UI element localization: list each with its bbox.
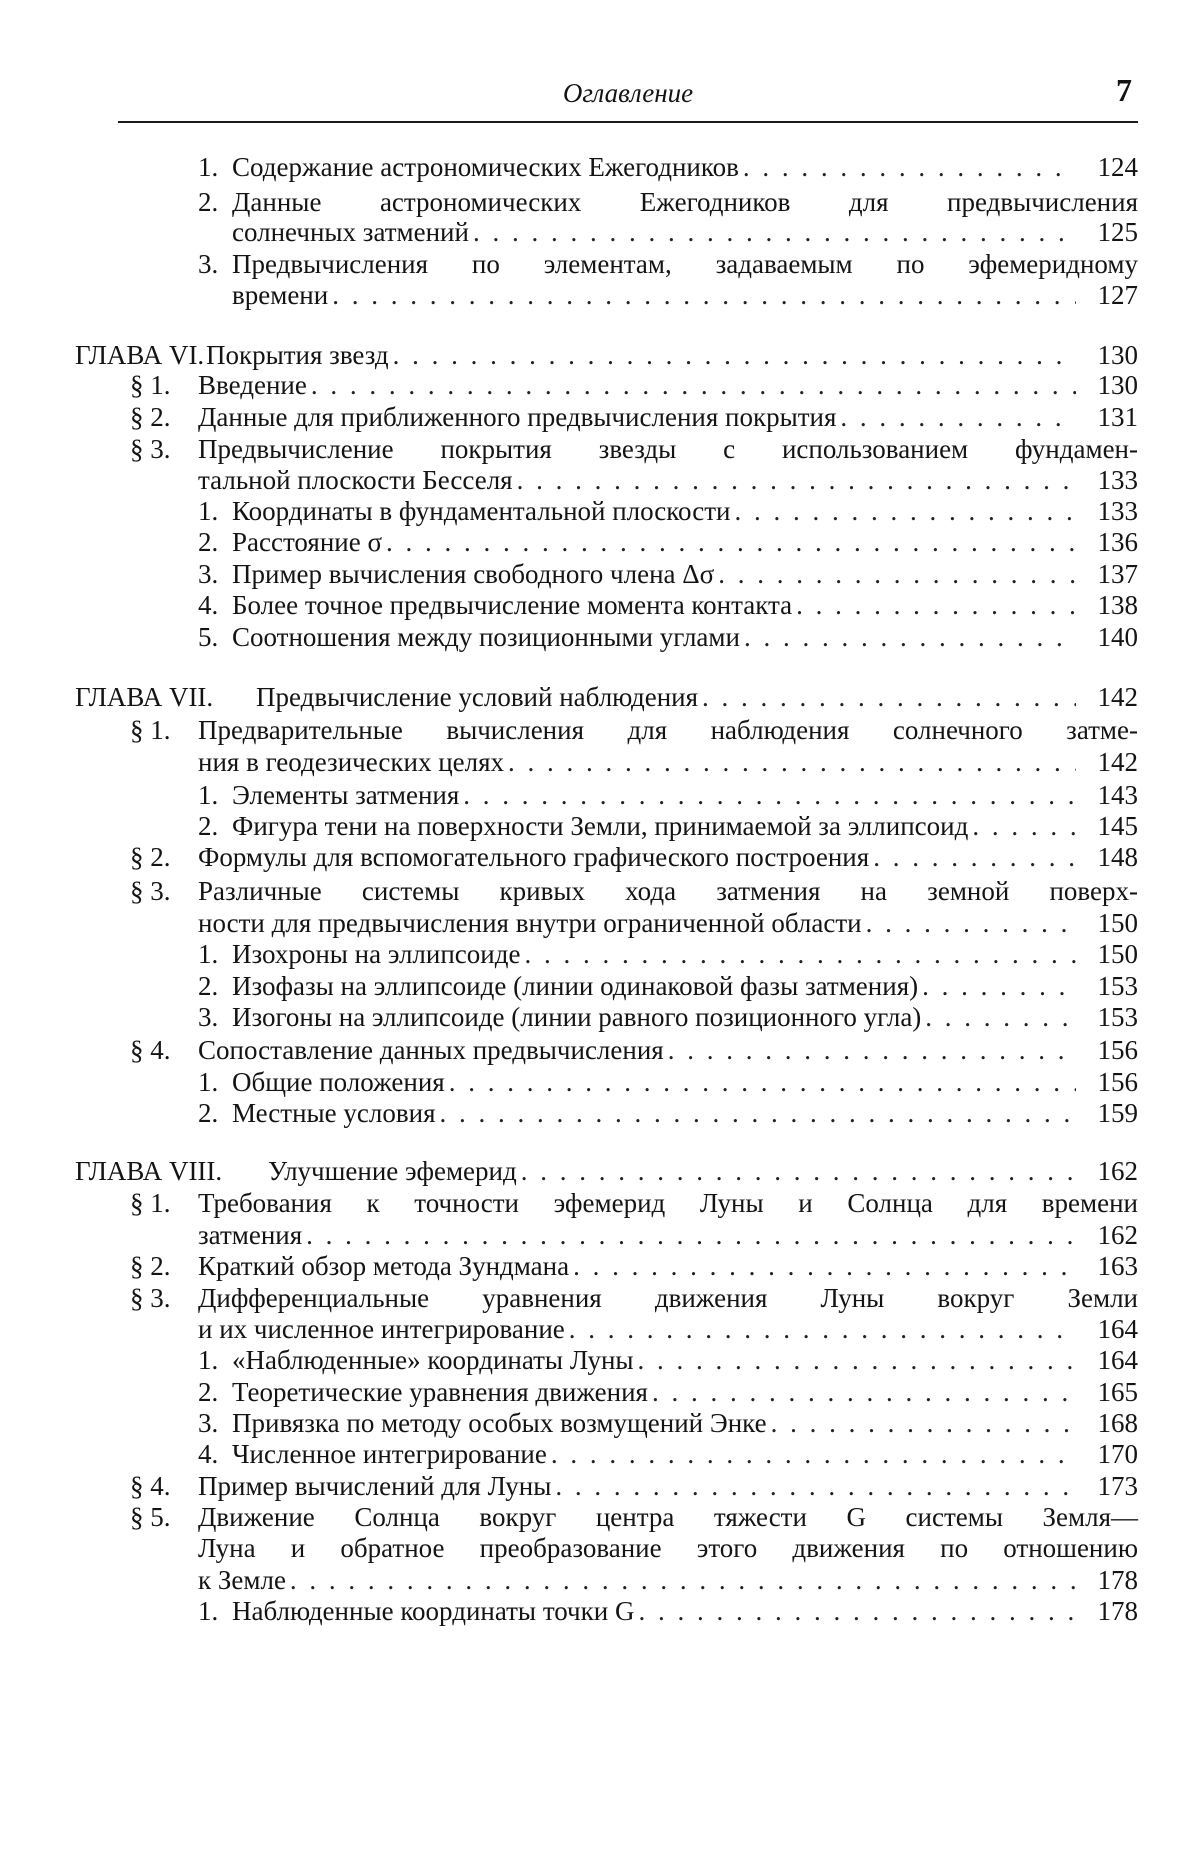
toc-entry xyxy=(0,368,1200,402)
dot-leader xyxy=(702,680,1076,714)
toc-entry xyxy=(0,680,1200,714)
toc-entry-number: § 3. xyxy=(130,1283,171,1313)
toc-entry-title: Местные условия xyxy=(232,1098,436,1128)
toc-entry-page: 168 xyxy=(1097,1408,1138,1438)
toc-entry xyxy=(0,1469,1200,1503)
toc-entry-page: 164 xyxy=(1097,1314,1138,1344)
dot-leader xyxy=(840,400,1076,434)
toc-entry-page: 127 xyxy=(1097,280,1138,310)
dot-leader xyxy=(473,215,1076,249)
toc-entry-title: тальной плоскости Бесселя xyxy=(198,465,513,495)
toc-entry-title: Более точное предвычисление момента контакта xyxy=(232,590,793,620)
toc-entry-title: ния в геодезических целях xyxy=(198,747,505,777)
toc-entry-page: 142 xyxy=(1097,682,1138,712)
toc-entry-title: Сопоставление данных предвычисления xyxy=(198,1035,664,1065)
toc-entry-title: Предвычисления по элементам, задаваемым по эфемеридному xyxy=(232,249,1138,279)
toc-entry-page: 145 xyxy=(1097,811,1138,841)
dot-leader xyxy=(393,338,1076,372)
toc-entry xyxy=(0,874,1200,908)
dot-leader xyxy=(734,494,1076,528)
toc-entry-page: 170 xyxy=(1097,1439,1138,1469)
toc-entry-page: 142 xyxy=(1097,747,1138,777)
dot-leader xyxy=(744,620,1076,654)
toc-entry xyxy=(0,1437,1200,1471)
toc-entry xyxy=(0,1033,1200,1067)
toc-entry-number: 2. xyxy=(198,811,219,841)
toc-entry-title: Данные астрономических Ежегодников для предвычисления xyxy=(232,187,1138,217)
dot-leader xyxy=(925,1000,1076,1034)
toc-entry xyxy=(0,745,1200,779)
toc-entry-title: Улучшение эфемерид xyxy=(268,1156,517,1186)
toc-entry xyxy=(0,937,1200,971)
toc-entry-number: 1. xyxy=(198,496,219,526)
toc-entry xyxy=(0,400,1200,434)
toc-entry-number: 1. xyxy=(198,780,219,810)
toc-entry-title: и их численное интегрирование xyxy=(198,1314,565,1344)
toc-entry-page: 130 xyxy=(1097,370,1138,400)
toc-entry xyxy=(0,247,1200,281)
toc-entry-title: «Наблюденные» координаты Луны xyxy=(232,1345,634,1375)
toc-entry-page: 140 xyxy=(1097,622,1138,652)
toc-entry-number: 1. xyxy=(198,1596,219,1626)
toc-entry-title: Предварительные вычисления для наблюдения солнечного затме- xyxy=(198,715,1138,745)
toc-entry-page: 148 xyxy=(1097,842,1138,872)
toc-entry xyxy=(0,713,1200,747)
toc-entry-number: § 2. xyxy=(130,402,171,432)
toc-entry-title: времени xyxy=(232,280,329,310)
toc-entry-page: 143 xyxy=(1097,780,1138,810)
toc-entry-page: 156 xyxy=(1097,1035,1138,1065)
toc-entry-number: 3. xyxy=(198,559,219,589)
dot-leader xyxy=(311,368,1076,402)
toc-entry-page: 162 xyxy=(1097,1220,1138,1250)
toc-entry-title: Привязка по методу особых возмущений Энке xyxy=(232,1408,767,1438)
toc-entry-title: Содержание астрономических Ежегодников xyxy=(232,152,739,182)
toc-entry-number: 2. xyxy=(198,187,219,217)
toc-entry-number: 4. xyxy=(198,590,219,620)
toc-entry-title: Изогоны на эллипсоиде (линии равного позиционного угла) xyxy=(232,1002,922,1032)
toc-entry-title: Общие положения xyxy=(232,1067,445,1097)
toc-entry-number: § 4. xyxy=(130,1471,171,1501)
dot-leader xyxy=(638,1594,1076,1628)
toc-entry-title: Движение Солнца вокруг центра тяжести G системы Земля— xyxy=(198,1502,1138,1532)
toc-entry xyxy=(0,1343,1200,1377)
toc-entry-page: 137 xyxy=(1097,559,1138,589)
toc-entry-number: 4. xyxy=(198,1439,219,1469)
toc-entry-title: Элементы затмения xyxy=(232,780,460,810)
toc-entry-number: 2. xyxy=(198,1377,219,1407)
toc-entry xyxy=(0,620,1200,654)
dot-leader xyxy=(551,1437,1076,1471)
toc-entry-page: 133 xyxy=(1097,496,1138,526)
toc-entry-page: 131 xyxy=(1097,402,1138,432)
toc-entry-title: Покрытия звезд xyxy=(206,340,389,370)
dot-leader xyxy=(524,937,1076,971)
toc-entry-title: Соотношения между позиционными углами xyxy=(232,622,740,652)
toc-entry xyxy=(0,463,1200,497)
page-header xyxy=(118,72,1138,122)
toc-entry-number: 1. xyxy=(198,1345,219,1375)
dot-leader xyxy=(796,588,1076,622)
toc-entry-number: 3. xyxy=(198,1408,219,1438)
toc-entry-title: Наблюденные координаты точки G xyxy=(232,1596,635,1626)
toc-entry xyxy=(0,1249,1200,1283)
toc-entry-title: Краткий обзор метода Зундмана xyxy=(198,1251,570,1281)
toc-entry xyxy=(0,1531,1200,1565)
toc-entry-title: Координаты в фундаментальной плоскости xyxy=(232,496,731,526)
toc-entry-title: Формулы для вспомогательного графического построения xyxy=(198,842,870,872)
toc-entry xyxy=(0,1000,1200,1034)
toc-entry xyxy=(0,1375,1200,1409)
toc-entry xyxy=(0,840,1200,874)
toc-entry-number: 3. xyxy=(198,249,219,279)
toc-entry xyxy=(0,1312,1200,1346)
dot-leader xyxy=(386,525,1076,559)
toc-entry xyxy=(0,1281,1200,1315)
dot-leader xyxy=(290,1563,1076,1597)
toc-entry-title: Расстояние σ xyxy=(232,527,383,557)
toc-entry-number: § 1. xyxy=(130,370,171,400)
toc-entry-page: 138 xyxy=(1097,590,1138,620)
toc-entry xyxy=(0,278,1200,312)
dot-leader xyxy=(332,278,1076,312)
header-rule xyxy=(118,121,1138,123)
toc-entry-number: 2. xyxy=(198,527,219,557)
toc-entry xyxy=(0,1096,1200,1130)
toc-entry-title: Пример вычислений для Луны xyxy=(198,1471,552,1501)
toc-entry xyxy=(0,1218,1200,1252)
toc-entry-title: к Земле xyxy=(198,1565,286,1595)
toc-entry xyxy=(0,1563,1200,1597)
toc-entry xyxy=(0,557,1200,591)
dot-leader xyxy=(652,1375,1076,1409)
toc-entry xyxy=(0,432,1200,466)
toc-entry xyxy=(0,215,1200,249)
dot-leader xyxy=(972,809,1076,843)
toc-entry xyxy=(0,185,1200,219)
toc-entry-page: 162 xyxy=(1097,1156,1138,1186)
toc-entry-title: Изохроны на эллипсоиде xyxy=(232,939,521,969)
toc-entry-page: 156 xyxy=(1097,1067,1138,1097)
dot-leader xyxy=(866,906,1076,940)
toc-entry-number: ГЛАВА VI. xyxy=(75,340,205,370)
page-number: 7 xyxy=(1116,72,1132,108)
toc-entry-page: 173 xyxy=(1097,1471,1138,1501)
toc-entry-page: 136 xyxy=(1097,527,1138,557)
dot-leader xyxy=(521,1154,1076,1188)
toc-entry-page: 165 xyxy=(1097,1377,1138,1407)
toc-entry xyxy=(0,338,1200,372)
toc-entry-title: Луна и обратное преобразование этого движения по отношению xyxy=(198,1533,1138,1563)
dot-leader xyxy=(517,463,1076,497)
toc-entry-number: 5. xyxy=(198,622,219,652)
toc-entry-title: Предвычисление условий наблюдения xyxy=(256,682,699,712)
dot-leader xyxy=(922,969,1076,1003)
toc-entry xyxy=(0,778,1200,812)
toc-entry-number: § 1. xyxy=(130,715,171,745)
toc-entry-title: Теоретические уравнения движения xyxy=(232,1377,648,1407)
toc-entry-number: 2. xyxy=(198,1098,219,1128)
dot-leader xyxy=(508,745,1076,779)
toc-entry-page: 178 xyxy=(1097,1565,1138,1595)
toc-entry xyxy=(0,1154,1200,1188)
toc-entry-number: § 4. xyxy=(130,1035,171,1065)
dot-leader xyxy=(771,1406,1076,1440)
toc-entry-title: Изофазы на эллипсоиде (линии одинаковой фазы затмения) xyxy=(232,971,919,1001)
dot-leader xyxy=(569,1312,1076,1346)
toc-entry-number: 1. xyxy=(198,939,219,969)
toc-entry-title: Фигура тени на поверхности Земли, принимаемой за эллипсоид xyxy=(232,811,969,841)
toc-entry-number: 1. xyxy=(198,152,219,182)
toc-entry-title: Различные системы кривых хода затмения на земной поверх- xyxy=(198,876,1138,906)
toc-entry-page: 159 xyxy=(1097,1098,1138,1128)
toc-entry-page: 163 xyxy=(1097,1251,1138,1281)
toc-entry-title: Предвычисление покрытия звезды с использованием фундамен- xyxy=(198,434,1138,464)
toc-entry-number: § 2. xyxy=(130,842,171,872)
toc-entry-title: ности для предвычисления внутри ограниченной области xyxy=(198,908,862,938)
dot-leader xyxy=(743,150,1076,184)
toc-entry-number: § 3. xyxy=(130,876,171,906)
toc-entry xyxy=(0,150,1200,184)
toc-entry xyxy=(0,494,1200,528)
toc-entry xyxy=(0,809,1200,843)
dot-leader xyxy=(718,557,1076,591)
toc-entry-number: 2. xyxy=(198,971,219,1001)
dot-leader xyxy=(873,840,1076,874)
toc-entry xyxy=(0,525,1200,559)
toc-entry-page: 130 xyxy=(1097,340,1138,370)
toc-entry-title: Требования к точности эфемерид Луны и Солнца для времени xyxy=(198,1188,1138,1218)
toc-entry-page: 133 xyxy=(1097,465,1138,495)
dot-leader xyxy=(668,1033,1076,1067)
toc-entry-page: 164 xyxy=(1097,1345,1138,1375)
dot-leader xyxy=(463,778,1076,812)
toc-entry-page: 125 xyxy=(1097,217,1138,247)
toc-entry xyxy=(0,1500,1200,1534)
toc-entry-title: Дифференциальные уравнения движения Луны вокруг Земли xyxy=(198,1283,1138,1313)
dot-leader xyxy=(573,1249,1076,1283)
dot-leader xyxy=(555,1469,1076,1503)
dot-leader xyxy=(306,1218,1076,1252)
toc-entry-number: 3. xyxy=(198,1002,219,1032)
toc-entry xyxy=(0,588,1200,622)
toc-entry-number: 1. xyxy=(198,1067,219,1097)
toc-entry-title: затмения xyxy=(198,1220,303,1250)
toc-entry xyxy=(0,906,1200,940)
toc-entry-page: 150 xyxy=(1097,939,1138,969)
toc-entry-title: Пример вычисления свободного члена Δσ xyxy=(232,559,715,589)
toc-entry-page: 124 xyxy=(1097,152,1138,182)
toc-entry-number: § 2. xyxy=(130,1251,171,1281)
toc-entry-number: ГЛАВА VIII. xyxy=(75,1156,223,1186)
toc-entry xyxy=(0,969,1200,1003)
toc-entry xyxy=(0,1186,1200,1220)
dot-leader xyxy=(449,1065,1076,1099)
dot-leader xyxy=(440,1096,1077,1130)
toc-entry xyxy=(0,1594,1200,1628)
toc-entry-page: 153 xyxy=(1097,971,1138,1001)
running-title: Оглавление xyxy=(562,78,694,108)
toc-entry-title: солнечных затмений xyxy=(232,217,469,247)
dot-leader xyxy=(638,1343,1076,1377)
toc-entry xyxy=(0,1065,1200,1099)
toc-entry-page: 178 xyxy=(1097,1596,1138,1626)
toc-entry-number: § 3. xyxy=(130,434,171,464)
toc-entry xyxy=(0,1406,1200,1440)
toc-entry-title: Введение xyxy=(198,370,307,400)
toc-entry-title: Данные для приближенного предвычисления покрытия xyxy=(198,402,837,432)
toc-entry-number: § 1. xyxy=(130,1188,171,1218)
toc-entry-number: ГЛАВА VII. xyxy=(75,682,214,712)
toc-entry-title: Численное интегрирование xyxy=(232,1439,547,1469)
toc-entry-page: 150 xyxy=(1097,908,1138,938)
toc-entry-number: § 5. xyxy=(130,1502,171,1532)
toc-entry-page: 153 xyxy=(1097,1002,1138,1032)
